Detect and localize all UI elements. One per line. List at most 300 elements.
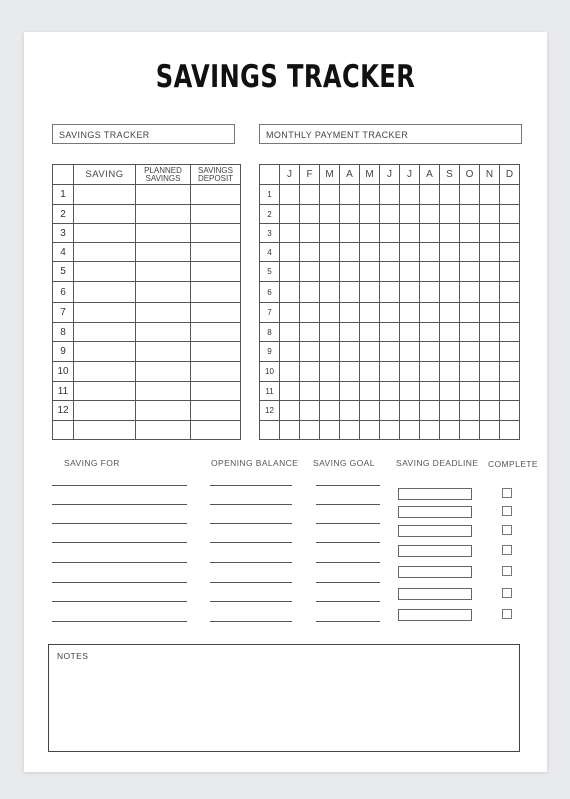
savings-tracker-label-box (52, 124, 235, 144)
payment-cell[interactable] (360, 243, 380, 262)
opening-balance-line[interactable] (210, 621, 292, 622)
savings-cell[interactable] (74, 401, 136, 421)
savings-row (53, 303, 241, 323)
month-column-header: D (500, 165, 520, 185)
savings-table-corner (53, 165, 74, 185)
saving-goal-line[interactable] (316, 601, 380, 602)
payment-cell[interactable] (300, 382, 320, 401)
payment-cell[interactable] (300, 362, 320, 382)
payment-cell[interactable] (480, 243, 500, 262)
payment-cell[interactable] (400, 362, 420, 382)
payment-cell[interactable] (480, 303, 500, 323)
savings-cell[interactable] (74, 382, 136, 401)
payment-cell[interactable] (480, 362, 500, 382)
payment-cell[interactable] (480, 224, 500, 243)
saving-goal-label: SAVING GOAL (313, 458, 375, 468)
payment-cell[interactable] (480, 262, 500, 282)
payment-cell[interactable] (340, 282, 360, 303)
month-column-header: N (480, 165, 500, 185)
savings-row (53, 262, 241, 282)
saving-goal-line[interactable] (316, 504, 380, 505)
savings-cell[interactable] (74, 362, 136, 382)
payment-cell[interactable] (420, 205, 440, 224)
payment-cell[interactable] (400, 401, 420, 421)
payment-cell[interactable] (320, 362, 340, 382)
payment-cell[interactable] (340, 224, 360, 243)
payment-row (260, 303, 520, 323)
payment-row (260, 224, 520, 243)
payment-row-number: 3 (260, 224, 280, 243)
opening-balance-line[interactable] (210, 601, 292, 602)
payment-cell[interactable] (500, 205, 520, 224)
savings-cell[interactable] (191, 262, 241, 282)
payment-cell[interactable] (400, 205, 420, 224)
payment-row-number: 8 (260, 323, 280, 342)
payment-cell[interactable] (420, 342, 440, 362)
payment-cell[interactable] (280, 342, 300, 362)
payment-cell[interactable] (320, 205, 340, 224)
savings-cell[interactable] (136, 323, 191, 342)
payment-cell[interactable] (440, 323, 460, 342)
savings-row (53, 205, 241, 224)
payment-cell[interactable] (420, 362, 440, 382)
saving-for-line[interactable] (52, 504, 187, 505)
payment-cell[interactable] (360, 362, 380, 382)
payment-cell[interactable] (340, 401, 360, 421)
saving-deadline-box[interactable] (398, 545, 472, 557)
payment-cell[interactable] (400, 282, 420, 303)
payment-row (260, 185, 520, 205)
payment-cell[interactable] (400, 421, 420, 440)
savings-cell[interactable] (74, 303, 136, 323)
savings-cell[interactable] (136, 282, 191, 303)
payment-row-number: 11 (260, 382, 280, 401)
savings-cell[interactable] (191, 421, 241, 440)
payment-cell[interactable] (460, 362, 480, 382)
payment-row (260, 342, 520, 362)
payment-cell[interactable] (380, 282, 400, 303)
notes-box[interactable] (48, 644, 520, 752)
payment-cell[interactable] (360, 205, 380, 224)
savings-cell[interactable] (191, 342, 241, 362)
payment-cell[interactable] (480, 342, 500, 362)
saving-for-line[interactable] (52, 542, 187, 543)
savings-row (53, 282, 241, 303)
payment-row-number: 5 (260, 262, 280, 282)
saving-for-line[interactable] (52, 562, 187, 563)
savings-cell[interactable] (191, 205, 241, 224)
payment-cell[interactable] (480, 185, 500, 205)
savings-cell[interactable] (136, 224, 191, 243)
payment-cell[interactable] (380, 323, 400, 342)
payment-cell[interactable] (440, 262, 460, 282)
payment-cell[interactable] (360, 421, 380, 440)
saving-goal-line[interactable] (316, 485, 380, 486)
monthly-payment-tracker-label-box (259, 124, 522, 144)
opening-balance-line[interactable] (210, 582, 292, 583)
savings-cell[interactable] (191, 224, 241, 243)
opening-balance-line[interactable] (210, 504, 292, 505)
payment-row (260, 382, 520, 401)
opening-balance-line[interactable] (210, 542, 292, 543)
complete-checkbox[interactable] (502, 588, 512, 598)
notes-label: NOTES (57, 651, 89, 661)
payment-cell[interactable] (480, 421, 500, 440)
savings-table-header (53, 165, 241, 185)
payment-cell[interactable] (340, 243, 360, 262)
payment-cell[interactable] (460, 243, 480, 262)
savings-row (53, 362, 241, 382)
payment-cell[interactable] (440, 401, 460, 421)
payment-cell[interactable] (320, 262, 340, 282)
payment-cell[interactable] (440, 382, 460, 401)
payment-cell[interactable] (340, 421, 360, 440)
payment-cell[interactable] (280, 303, 300, 323)
payment-cell[interactable] (480, 382, 500, 401)
savings-row (53, 185, 241, 205)
payment-cell[interactable] (280, 224, 300, 243)
payment-cell[interactable] (280, 323, 300, 342)
payment-cell[interactable] (460, 303, 480, 323)
payment-cell[interactable] (440, 342, 460, 362)
saving-for-line[interactable] (52, 621, 187, 622)
month-column-header: M (320, 165, 340, 185)
payment-cell[interactable] (360, 323, 380, 342)
payment-cell[interactable] (380, 243, 400, 262)
payment-cell[interactable] (460, 185, 480, 205)
savings-row (53, 224, 241, 243)
savings-row-number: 5 (53, 262, 74, 282)
savings-cell[interactable] (191, 401, 241, 421)
payment-cell[interactable] (420, 323, 440, 342)
savings-cell[interactable] (136, 303, 191, 323)
payment-cell[interactable] (500, 303, 520, 323)
payment-cell[interactable] (420, 185, 440, 205)
payment-row (260, 205, 520, 224)
payment-row (260, 362, 520, 382)
savings-cell[interactable] (74, 421, 136, 440)
saving-for-line[interactable] (52, 601, 187, 602)
payment-cell[interactable] (320, 185, 340, 205)
payment-cell[interactable] (440, 303, 460, 323)
payment-cell[interactable] (440, 185, 460, 205)
payment-cell[interactable] (500, 421, 520, 440)
payment-cell[interactable] (480, 205, 500, 224)
payment-cell[interactable] (400, 342, 420, 362)
payment-cell[interactable] (500, 282, 520, 303)
savings-table (52, 164, 241, 440)
payment-cell[interactable] (280, 243, 300, 262)
payment-cell[interactable] (500, 243, 520, 262)
payment-cell[interactable] (400, 243, 420, 262)
payment-cell[interactable] (460, 323, 480, 342)
payment-cell[interactable] (360, 185, 380, 205)
savings-cell[interactable] (191, 303, 241, 323)
payment-cell[interactable] (340, 303, 360, 323)
savings-row-number: 2 (53, 205, 74, 224)
payment-cell[interactable] (500, 362, 520, 382)
payment-cell[interactable] (320, 421, 340, 440)
payment-cell[interactable] (360, 342, 380, 362)
saving-deadline-box[interactable] (398, 566, 472, 578)
payment-row-number: 7 (260, 303, 280, 323)
month-column-header: J (380, 165, 400, 185)
saving-goal-line[interactable] (316, 621, 380, 622)
payment-cell[interactable] (320, 224, 340, 243)
payment-cell[interactable] (300, 185, 320, 205)
payment-cell[interactable] (280, 382, 300, 401)
savings-row-number: 12 (53, 401, 74, 421)
payment-cell[interactable] (420, 282, 440, 303)
opening-balance-line[interactable] (210, 562, 292, 563)
savings-cell[interactable] (136, 401, 191, 421)
saving-deadline-box[interactable] (398, 506, 472, 518)
complete-checkbox[interactable] (502, 545, 512, 555)
saving-goal-line[interactable] (316, 562, 380, 563)
savings-row-number: 8 (53, 323, 74, 342)
savings-cell[interactable] (136, 382, 191, 401)
saving-goal-line[interactable] (316, 542, 380, 543)
savings-cell[interactable] (136, 342, 191, 362)
savings-row-number: 6 (53, 282, 74, 303)
payment-cell[interactable] (420, 421, 440, 440)
complete-checkbox[interactable] (502, 506, 512, 516)
complete-checkbox[interactable] (502, 609, 512, 619)
payment-cell[interactable] (300, 401, 320, 421)
payment-cell[interactable] (340, 342, 360, 362)
savings-row-number: 4 (53, 243, 74, 262)
payment-cell[interactable] (460, 382, 480, 401)
payment-row (260, 401, 520, 421)
payment-cell[interactable] (300, 243, 320, 262)
payment-cell[interactable] (320, 382, 340, 401)
complete-checkbox[interactable] (502, 566, 512, 576)
payment-cell[interactable] (380, 303, 400, 323)
savings-cell[interactable] (74, 282, 136, 303)
payment-cell[interactable] (320, 303, 340, 323)
savings-cell[interactable] (74, 224, 136, 243)
payment-cell[interactable] (320, 243, 340, 262)
savings-cell[interactable] (191, 282, 241, 303)
payment-cell[interactable] (420, 303, 440, 323)
savings-cell[interactable] (74, 205, 136, 224)
payment-cell[interactable] (340, 323, 360, 342)
opening-balance-line[interactable] (210, 485, 292, 486)
monthly-payment-table (259, 164, 520, 440)
savings-cell[interactable] (74, 185, 136, 205)
complete-label: COMPLETE (488, 459, 538, 469)
savings-row-number: 1 (53, 185, 74, 205)
payment-cell[interactable] (380, 382, 400, 401)
savings-cell[interactable] (136, 185, 191, 205)
payment-cell[interactable] (300, 342, 320, 362)
payment-cell[interactable] (280, 362, 300, 382)
payment-cell[interactable] (440, 421, 460, 440)
payment-cell[interactable] (380, 262, 400, 282)
savings-row (53, 342, 241, 362)
payment-cell[interactable] (460, 224, 480, 243)
savings-row-number: 10 (53, 362, 74, 382)
payment-cell[interactable] (280, 205, 300, 224)
payment-cell[interactable] (500, 262, 520, 282)
payment-cell[interactable] (500, 382, 520, 401)
payment-cell[interactable] (440, 224, 460, 243)
page-title: SAVINGS TRACKER (155, 59, 416, 95)
month-column-header: S (440, 165, 460, 185)
payment-cell[interactable] (500, 224, 520, 243)
payment-cell[interactable] (300, 421, 320, 440)
payment-cell[interactable] (380, 421, 400, 440)
payment-row-number: 2 (260, 205, 280, 224)
payment-cell[interactable] (280, 262, 300, 282)
payment-cell[interactable] (460, 401, 480, 421)
payment-cell[interactable] (420, 262, 440, 282)
savings-cell[interactable] (191, 185, 241, 205)
payment-cell[interactable] (400, 185, 420, 205)
saving-for-line[interactable] (52, 582, 187, 583)
saving-goal-line[interactable] (316, 523, 380, 524)
payment-cell[interactable] (340, 362, 360, 382)
saving-deadline-box[interactable] (398, 609, 472, 621)
payment-cell[interactable] (440, 282, 460, 303)
savings-cell[interactable] (136, 205, 191, 224)
savings-deposit-column-header: SAVINGS DEPOSIT (191, 165, 241, 185)
payment-cell[interactable] (320, 342, 340, 362)
opening-balance-line[interactable] (210, 523, 292, 524)
payment-cell[interactable] (300, 262, 320, 282)
savings-cell[interactable] (191, 382, 241, 401)
payment-cell[interactable] (420, 382, 440, 401)
savings-row-number: 7 (53, 303, 74, 323)
complete-checkbox[interactable] (502, 488, 512, 498)
payment-cell[interactable] (400, 323, 420, 342)
payment-cell[interactable] (360, 401, 380, 421)
payment-cell[interactable] (380, 401, 400, 421)
payment-row-number: 4 (260, 243, 280, 262)
payment-cell[interactable] (480, 323, 500, 342)
payment-cell[interactable] (360, 303, 380, 323)
savings-cell[interactable] (136, 262, 191, 282)
payment-row-number (260, 421, 280, 440)
planner-page (24, 32, 547, 772)
payment-cell[interactable] (320, 323, 340, 342)
month-column-header: A (420, 165, 440, 185)
payment-cell[interactable] (340, 185, 360, 205)
payment-cell[interactable] (300, 205, 320, 224)
payment-cell[interactable] (480, 282, 500, 303)
payment-cell[interactable] (480, 401, 500, 421)
payment-cell[interactable] (500, 323, 520, 342)
payment-cell[interactable] (360, 224, 380, 243)
payment-cell[interactable] (380, 224, 400, 243)
payment-cell[interactable] (360, 282, 380, 303)
monthly-payment-tracker-label: MONTHLY PAYMENT TRACKER (266, 130, 409, 140)
saving-deadline-box[interactable] (398, 588, 472, 600)
payment-cell[interactable] (460, 421, 480, 440)
payment-cell[interactable] (360, 262, 380, 282)
saving-goal-line[interactable] (316, 582, 380, 583)
payment-cell[interactable] (300, 303, 320, 323)
saving-for-line[interactable] (52, 485, 187, 486)
month-column-header: J (400, 165, 420, 185)
saving-deadline-box[interactable] (398, 525, 472, 537)
payment-cell[interactable] (340, 382, 360, 401)
payment-cell[interactable] (380, 185, 400, 205)
payment-cell[interactable] (360, 382, 380, 401)
payment-cell[interactable] (460, 262, 480, 282)
payment-cell[interactable] (400, 382, 420, 401)
payment-cell[interactable] (340, 262, 360, 282)
payment-cell[interactable] (320, 282, 340, 303)
savings-cell[interactable] (74, 243, 136, 262)
savings-row (53, 323, 241, 342)
payment-cell[interactable] (460, 205, 480, 224)
payment-cell[interactable] (340, 205, 360, 224)
saving-column-header: SAVING (74, 165, 136, 185)
savings-row (53, 382, 241, 401)
payment-cell[interactable] (380, 342, 400, 362)
payment-cell[interactable] (300, 224, 320, 243)
savings-cell[interactable] (191, 243, 241, 262)
savings-row-number: 11 (53, 382, 74, 401)
payment-cell[interactable] (500, 401, 520, 421)
payment-cell[interactable] (440, 243, 460, 262)
savings-cell[interactable] (191, 362, 241, 382)
payment-cell[interactable] (400, 303, 420, 323)
payment-cell[interactable] (420, 224, 440, 243)
payment-cell[interactable] (300, 323, 320, 342)
monthly-payment-header (260, 165, 520, 185)
complete-checkbox[interactable] (502, 525, 512, 535)
saving-for-line[interactable] (52, 523, 187, 524)
payment-cell[interactable] (300, 282, 320, 303)
payment-row-number: 12 (260, 401, 280, 421)
payment-row-number: 1 (260, 185, 280, 205)
payment-cell[interactable] (500, 185, 520, 205)
payment-cell[interactable] (420, 401, 440, 421)
payment-cell[interactable] (380, 362, 400, 382)
payment-cell[interactable] (320, 401, 340, 421)
savings-cell[interactable] (74, 342, 136, 362)
saving-for-label: SAVING FOR (64, 458, 120, 468)
payment-cell[interactable] (380, 205, 400, 224)
payment-row-number: 9 (260, 342, 280, 362)
savings-cell[interactable] (136, 421, 191, 440)
savings-cell[interactable] (136, 362, 191, 382)
payment-cell[interactable] (500, 342, 520, 362)
savings-row-number: 9 (53, 342, 74, 362)
savings-cell[interactable] (74, 323, 136, 342)
payment-row (260, 421, 520, 440)
payment-cell[interactable] (400, 224, 420, 243)
payment-cell[interactable] (440, 362, 460, 382)
payment-cell[interactable] (460, 342, 480, 362)
payment-cell[interactable] (280, 401, 300, 421)
savings-cell[interactable] (74, 262, 136, 282)
payment-cell[interactable] (280, 185, 300, 205)
payment-cell[interactable] (280, 282, 300, 303)
payment-cell[interactable] (400, 262, 420, 282)
payment-cell[interactable] (460, 282, 480, 303)
savings-cell[interactable] (136, 243, 191, 262)
payment-cell[interactable] (420, 243, 440, 262)
payment-cell[interactable] (440, 205, 460, 224)
savings-cell[interactable] (191, 323, 241, 342)
savings-row-number: 3 (53, 224, 74, 243)
saving-deadline-box[interactable] (398, 488, 472, 500)
month-column-header: M (360, 165, 380, 185)
payment-cell[interactable] (280, 421, 300, 440)
